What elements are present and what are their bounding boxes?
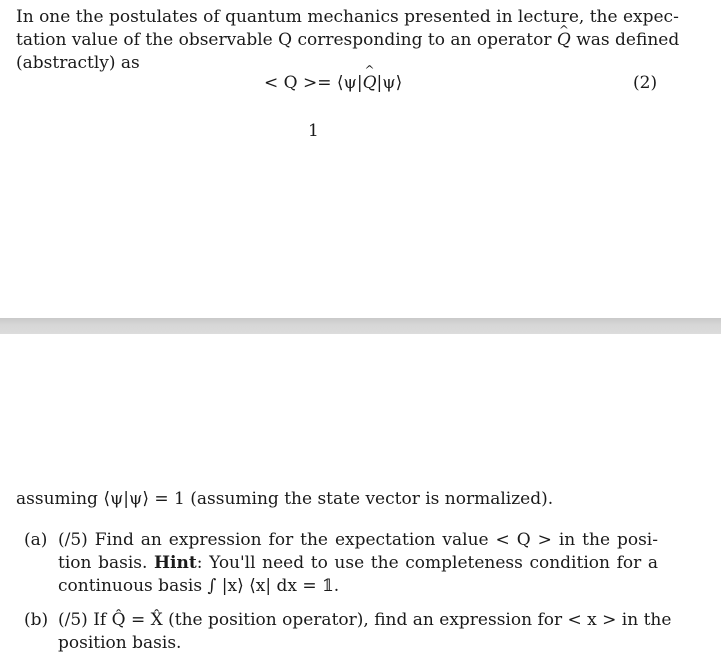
hint-label: Hint xyxy=(154,553,197,573)
question-b-line-1: (/5) If Q̂ = X̂ (the position operator), find an expression for < x > in the xyxy=(58,610,672,630)
question-b-line-2: position basis. xyxy=(58,633,182,653)
page-separator xyxy=(0,318,721,334)
intro-paragraph xyxy=(16,6,680,75)
page-number: 1 xyxy=(308,121,319,141)
intro-line-2: tation value of the observable Q corresponding to an operator ^ Q was defined xyxy=(16,29,658,52)
question-a-line-3: continuous basis ∫ |x⟩ ⟨x| dx = 𝟙. xyxy=(58,576,340,596)
question-a-line-1: (/5) Find an expression for the expectation value < Q > in the posi- xyxy=(58,530,658,550)
intro-line-3: (abstractly) as xyxy=(16,53,140,73)
equation-body: < Q >= ⟨ψ|^ Q|ψ⟩ xyxy=(264,73,402,93)
page-1 xyxy=(0,0,721,318)
question-a-line-2: tion basis. Hint: You'll need to use the completeness condition for a xyxy=(58,553,658,573)
intro-line-1: In one the postulates of quantum mechanics presented in lecture, the expec- xyxy=(16,7,679,27)
normalization-assumption: assuming ⟨ψ|ψ⟩ = 1 (assuming the state vector is normalized). xyxy=(16,489,554,509)
question-a-label: (a) xyxy=(24,530,48,550)
question-b-label: (b) xyxy=(24,610,49,630)
equation-number: (2) xyxy=(633,73,658,93)
operator-q-hat: ^ Q xyxy=(557,29,571,52)
